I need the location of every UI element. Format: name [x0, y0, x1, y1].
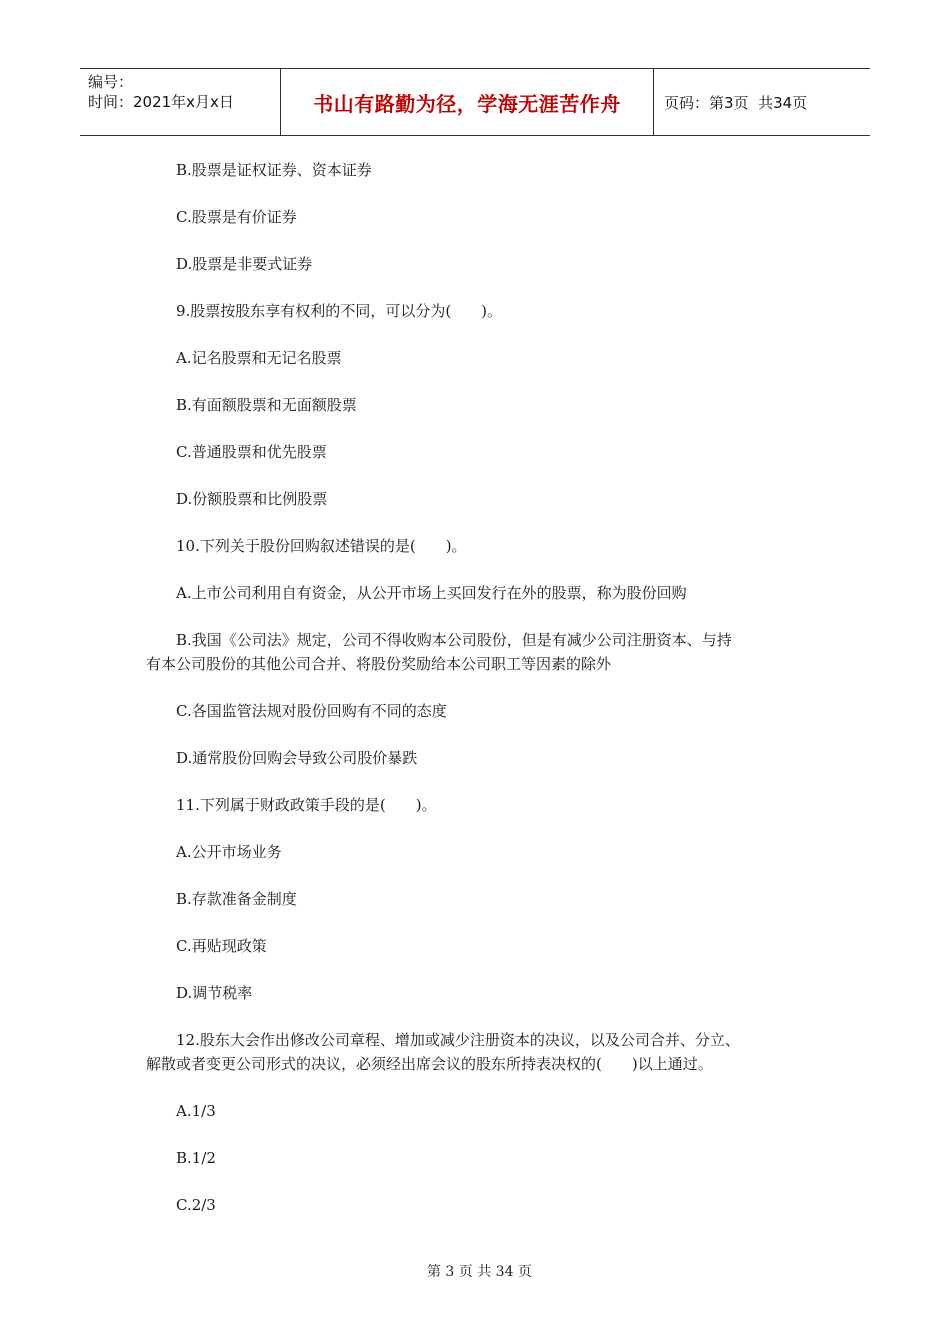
text-line: C.普通股票和优先股票 [176, 443, 327, 461]
header-page-info [654, 69, 870, 135]
text-line: D.通常股份回购会导致公司股价暴跌 [176, 749, 418, 767]
page-footer [0, 1245, 950, 1281]
text-line: A.上市公司利用自有资金，从公开市场上买回发行在外的股票，称为股份回购 [176, 584, 687, 602]
text-line: A.公开市场业务 [176, 843, 282, 861]
text-line: 解散或者变更公司形式的决议，必须经出席会议的股东所持表决权的( )以上通过。 [146, 1055, 713, 1073]
document-body [146, 158, 806, 1217]
option-paragraph [146, 628, 806, 676]
question-12 [146, 1028, 806, 1076]
text-line: B.股票是证权证券、资本证券 [176, 161, 372, 179]
text-line: B.我国《公司法》规定，公司不得收购本公司股份，但是有减少公司注册资本、与持 [176, 631, 732, 649]
text-line: C.再贴现政策 [176, 937, 267, 955]
text-line: D.股票是非要式证券 [176, 255, 313, 273]
text-line: 12.股东大会作出修改公司章程、增加或减少注册资本的决议，以及公司合并、分立、 [176, 1031, 740, 1049]
header-motto: 书山有路勤为径，学海无涯苦作舟 [281, 69, 654, 135]
text-line: B.有面额股票和无面额股票 [176, 396, 357, 414]
text-line: D.调节税率 [176, 984, 253, 1002]
text-line: C.各国监管法规对股份回购有不同的态度 [176, 702, 447, 720]
question-10: 10.下列关于股份回购叙述错误的是( )。 [176, 537, 467, 555]
question-11: 11.下列属于财政政策手段的是( )。 [176, 796, 437, 814]
document-date-label: 时间：2021年x月x日 [88, 93, 234, 111]
header-meta [80, 69, 281, 135]
text-line: 有本公司股份的其他公司合并、将股份奖励给本公司职工等因素的除外 [146, 655, 612, 673]
header-page-info-text: 页码：第3页 共34页 [664, 93, 808, 112]
document-number-label: 编号： [88, 73, 134, 91]
text-line: C.股票是有价证券 [176, 208, 297, 226]
text-line: A.记名股票和无记名股票 [176, 349, 342, 367]
page-header [80, 68, 870, 136]
text-line: B.1/2 [176, 1149, 216, 1167]
text-line: C.2/3 [176, 1196, 216, 1214]
page-number: 第 3 页 共 34 页 [426, 1264, 532, 1280]
text-line: A.1/3 [176, 1102, 216, 1120]
question-9: 9.股票按股东享有权利的不同，可以分为( )。 [176, 302, 503, 320]
text-line: D.份额股票和比例股票 [176, 490, 328, 508]
text-line: B.存款准备金制度 [176, 890, 297, 908]
